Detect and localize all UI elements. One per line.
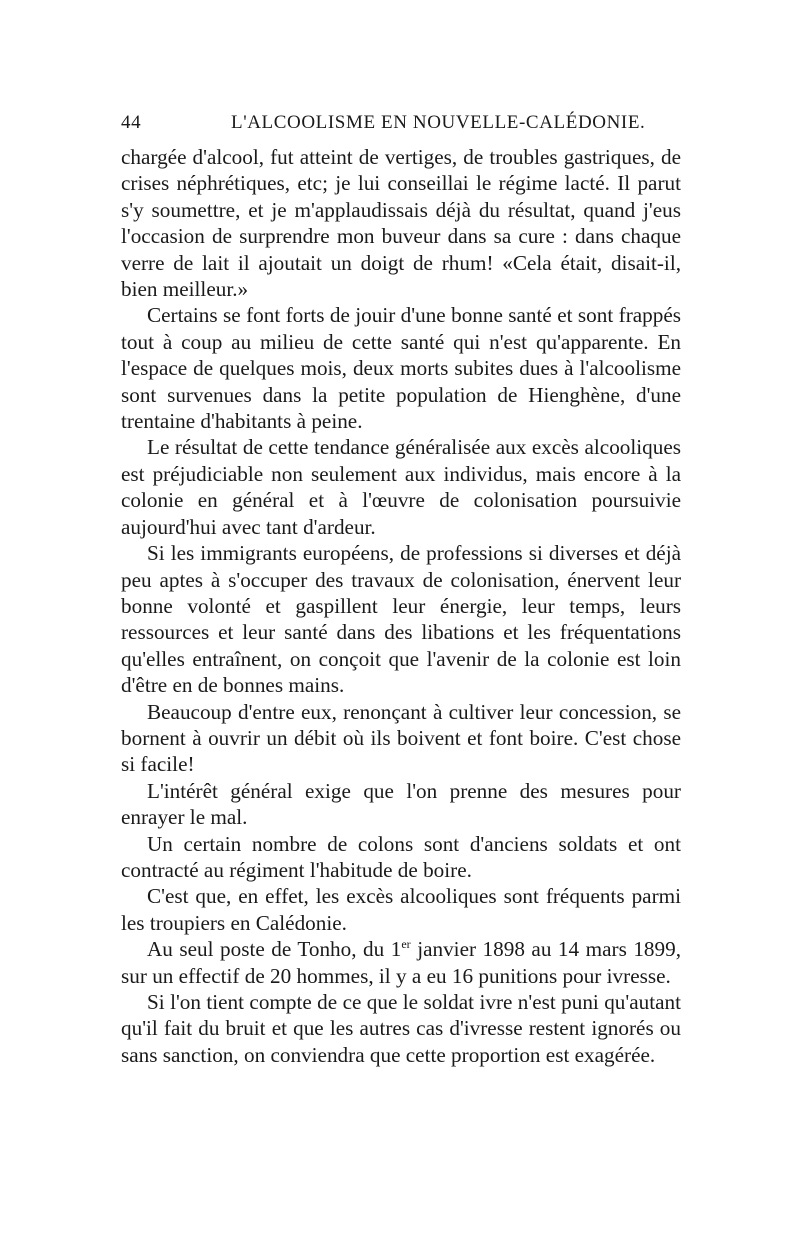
tonho-text-end: janvier 1898 au 14 mars 1899, sur un effectif de 20 hommes, il y a eu 16 punitions pour ivresse. [121, 937, 681, 988]
body-text [121, 144, 681, 1068]
superscript-er: er [401, 937, 411, 952]
paragraph-debit-de-boissons: Beaucoup d'entre eux, renonçant à cultiver leur concession, se bornent à ouvrir un débit où ils boivent et font boire. C'est chose si facile! [121, 699, 681, 777]
paragraph-immigrants: Si les immigrants européens, de professions si diverses et déjà peu aptes à s'occuper des travaux de colonisation, énervent leur bonne volonté et gaspillent leur énergie, leur temps, leurs ressources et leur santé dans des libations et les fréquentations qu'elles entraînent, on conçoit que l'avenir de la colonie est loin d'être en de bonnes mains. [121, 541, 681, 698]
running-title: L'ALCOOLISME EN NOUVELLE-CALÉDONIE. [231, 112, 646, 133]
paragraph-former-soldiers: Un certain nombre de colons sont d'anciens soldats et ont contracté au régiment l'habitude de boire. [121, 831, 681, 882]
paragraph-consequences: Le résultat de cette tendance généralisée aux excès alcooliques est préjudiciable non seulement aux individus, mais encore à la colonie en général et à l'œuvre de colonisation poursuivie aujourd'hui avec tant d'ardeur. [121, 435, 681, 539]
paragraph-general-interest: L'intérêt général exige que l'on prenne des mesures pour enrayer le mal. [121, 778, 681, 830]
paragraph-tonho [121, 936, 681, 989]
paragraph-continuation: chargée d'alcool, fut atteint de vertiges, de troubles gastriques, de crises néphrétiques, etc; je lui conseillai le régime lacté. Il parut s'y soumettre, et je m'applaudissais déjà du résultat, quand j'eus l'occasion de surprendre mon buveur dans sa cure : dans chaque verre de lait il ajoutait un doigt de rhum! «Cela était, disait-il, bien meilleur.» [121, 145, 681, 302]
tonho-text-start: Au seul poste de Tonho, du 1 [147, 937, 402, 962]
paragraph-troops: C'est que, en effet, les excès alcooliques sont fréquents parmi les troupiers en Calédonie. [121, 884, 681, 935]
running-header [121, 112, 681, 144]
page-number: 44 [121, 112, 142, 133]
book-page [121, 112, 681, 1068]
paragraph-sudden-deaths: Certains se font forts de jouir d'une bonne santé et sont frappés tout à coup au milieu de cette santé qui n'est qu'apparente. En l'espace de quelques mois, deux morts subites dues à l'alcoolisme sont survenues dans la petite population de Hienghène, d'une trentaine d'habitants à peine. [121, 303, 681, 434]
paragraph-conclusion: Si l'on tient compte de ce que le soldat ivre n'est puni qu'autant qu'il fait du bruit et que les autres cas d'ivresse restent ignorés ou sans sanction, on conviendra que cette proportion est exagérée. [121, 990, 681, 1067]
